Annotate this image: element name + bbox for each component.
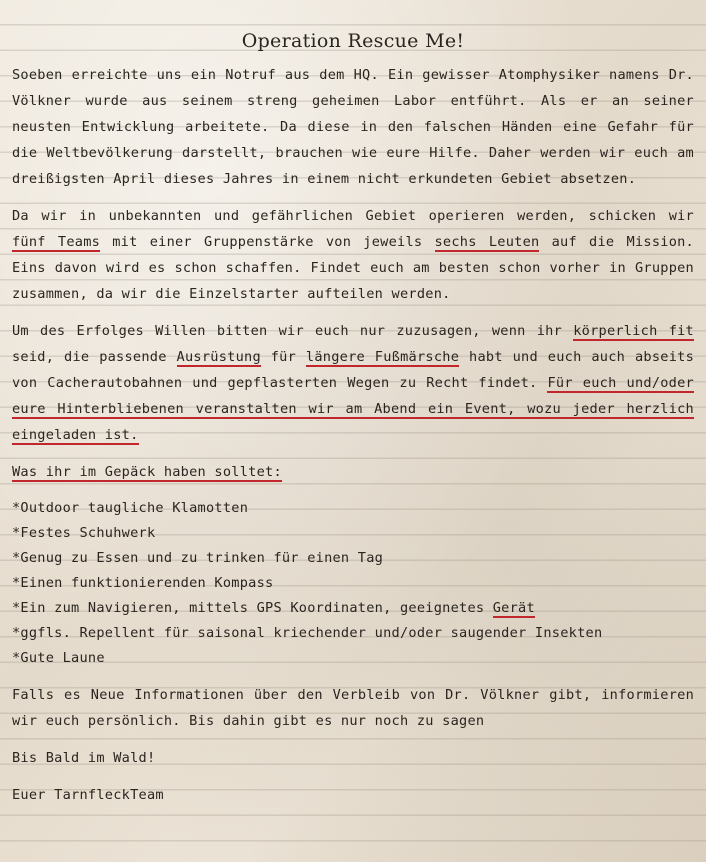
text-segment: seid, die passende — [12, 349, 177, 365]
farewell-line: Bis Bald im Wald! — [12, 750, 156, 766]
fitness-highlight: körperlich fit — [573, 323, 694, 339]
gear-item: *Outdoor taugliche Klamotten — [12, 500, 249, 516]
gear-item: *Einen funktionierenden Kompass — [12, 575, 274, 591]
gear-item-text: *Ein zum Navigieren, mittels GPS Koordinaten, geeignetes — [12, 600, 493, 616]
requirements-paragraph — [12, 318, 694, 448]
info-paragraph: Falls es Neue Informationen über den Verbleib von Dr. Völkner gibt, informieren wir euch persönlich. Bis dahin gibt es nur noch zu sagen — [12, 687, 694, 729]
gear-item — [12, 596, 694, 621]
text-segment: Da wir in unbekannten und gefährlichen Gebiet operieren werden, schicken wir — [12, 208, 694, 224]
text-segment: auf die Mission. Eins davon wird es schon schaffen. Findet euch am besten schon vorher in Gruppen zusammen, da wir die Einzelstarter aufteilen werden. — [12, 234, 694, 302]
gear-item: *Genug zu Essen und zu trinken für einen Tag — [12, 550, 384, 566]
letter-title: Operation Rescue Me! — [241, 30, 465, 52]
text-segment: habt und euch auch abseits von Cacherautobahnen und gepflasterten Wegen zu Recht findet. — [12, 349, 695, 391]
gear-heading — [12, 459, 694, 485]
gear-heading-text: Was ihr im Gepäck haben solltet: — [12, 464, 282, 480]
gear-item: *Gute Laune — [12, 650, 105, 666]
gear-item: *Festes Schuhwerk — [12, 525, 156, 541]
gear-list — [12, 496, 694, 671]
text-segment: mit einer Gruppenstärke von jeweils — [100, 234, 435, 250]
signature-line: Euer TarnfleckTeam — [12, 787, 164, 803]
marches-highlight: längere Fußmärsche — [305, 349, 460, 365]
teams-paragraph — [12, 203, 694, 307]
event-highlight: Für euch und/oder eure Hinterbliebenen veranstalten wir am Abend ein Event, wozu jeder herzlich eingeladen ist. — [12, 375, 694, 443]
text-segment: Um des Erfolges Willen bitten wir euch nur zuzusagen, wenn ihr — [12, 323, 574, 339]
equipment-highlight: Ausrüstung — [176, 349, 261, 365]
intro-paragraph: Soeben erreichte uns ein Notruf aus dem HQ. Ein gewisser Atomphysiker namens Dr. Völkner wurde aus seinem streng geheimen Labor entführt. Als er an seiner neusten Entwicklung arbeitete. Da diese in den falschen Händen eine Gefahr für die Weltbevölkerung darstellt, brauchen wie eure Hilfe. Daher werden wir euch am dreißigsten April dieses Jahres in einem nicht erkundeten Gebiet absetzen. — [12, 67, 694, 187]
device-highlight: Gerät — [492, 600, 535, 616]
team-size-highlight: sechs Leuten — [434, 234, 540, 250]
teams-count-highlight: fünf Teams — [12, 234, 101, 250]
gear-item: *ggfls. Repellent für saisonal kriechender und/oder saugender Insekten — [12, 625, 603, 641]
text-segment: für — [260, 349, 306, 365]
